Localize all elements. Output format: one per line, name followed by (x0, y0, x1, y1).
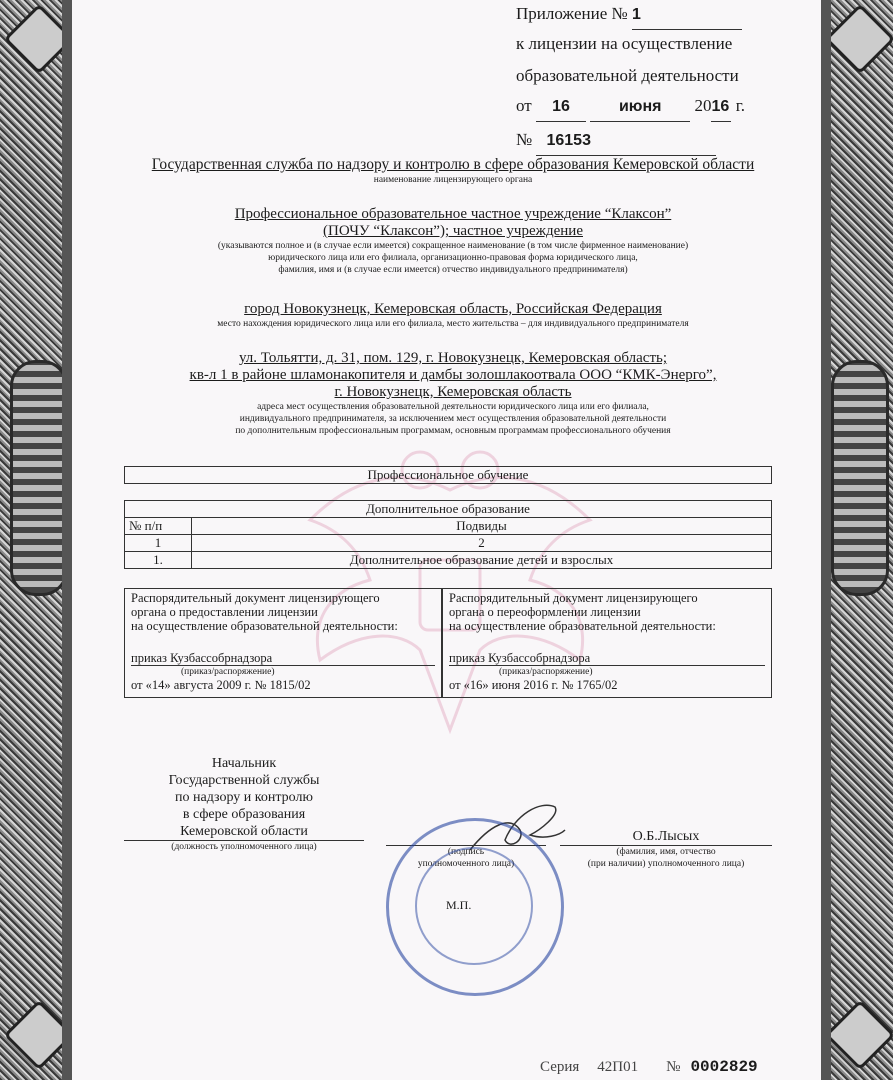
signature-caption-2: уполномоченного лица) (417, 859, 515, 869)
address-caption-3: по дополнительным профессиональным программам, основным программам профессионального обучения (235, 426, 671, 436)
knot-ornament-icon (825, 4, 893, 75)
table-row (125, 552, 772, 569)
grant-document-box (124, 588, 442, 698)
organization-full-name: Профессиональное образовательное частное учреждение “Клаксон” (234, 206, 672, 222)
name-caption-2: (при наличии) уполномоченного лица) (587, 859, 745, 869)
grant-title-2: органа о предоставлении лицензии (131, 605, 318, 619)
location-value: город Новокузнецк, Кемеровская область, Российская Федерация (244, 301, 662, 317)
serial-number: 0002829 (690, 1058, 758, 1076)
reissue-document-box (442, 588, 772, 698)
knot-ornament-icon (4, 1000, 75, 1071)
additional-education-table (124, 500, 772, 569)
reissue-order: приказ Кузбассобрнадзора (449, 651, 765, 666)
address-line-2: кв-л 1 в районе шламонакопителя и дамбы золошлакоотвала ООО “КМК-Энерго”, (189, 367, 717, 383)
from-label: от (516, 96, 532, 115)
professional-training-header: Профессиональное обучение (125, 467, 772, 484)
reissue-date: от «16» июня 2016 г. № 1765/02 (449, 678, 618, 692)
position-line-4: в сфере образования (182, 807, 306, 822)
signatory-position (124, 755, 364, 853)
column-subtypes-header: Подвиды (192, 518, 772, 535)
signatory-name: О.Б.Лысых (560, 828, 772, 846)
ornament-panel-left (10, 360, 68, 596)
row-number: 1. (125, 552, 192, 569)
year-prefix: 20 (694, 96, 712, 115)
grant-title-1: Распорядительный документ лицензирующего (131, 591, 380, 605)
position-line-1: Начальник (211, 756, 277, 771)
year-suffix: 16 (711, 93, 731, 122)
seal-inner-ring (415, 847, 533, 965)
signatory-name-block (560, 828, 772, 870)
reissue-title-2: органа о переоформлении лицензии (449, 605, 641, 619)
organization-short-name: (ПОЧУ “Клаксон”); частное учреждение (323, 223, 583, 239)
organization-caption-2: юридического лица или его филиала, организационно-правовая форма юридического лица, (268, 253, 638, 263)
license-line: к лицензии на осуществление (516, 34, 733, 53)
column-number-header: № п/п (125, 518, 192, 535)
position-line-5: Кемеровской области (124, 823, 364, 841)
signature-caption-1: (подпись (447, 847, 485, 857)
professional-training-table (124, 466, 772, 484)
address-line-3: г. Новокузнецк, Кемеровская область (334, 384, 572, 400)
position-line-2: Государственной службы (168, 773, 320, 788)
grant-order: приказ Кузбассобрнадзора (131, 651, 435, 666)
address-caption-2: индивидуального предпринимателя, за исключением мест осуществления образовательной деятельности (239, 414, 667, 424)
location-caption: место нахождения юридического лица или его филиала, место жительства – для индивидуального предпринимателя (217, 319, 689, 329)
address-caption-1: адреса мест осуществления образовательной деятельности юридического лица или его филиала, (257, 402, 649, 412)
activity-line: образовательной деятельности (516, 66, 739, 85)
column-index-1: 1 (125, 535, 192, 552)
number-label: № (516, 130, 533, 149)
seal-place-label: М.П. (446, 898, 472, 912)
column-index-2: 2 (192, 535, 772, 552)
decorative-border-left (0, 0, 72, 1080)
authority-caption: наименование лицензирующего органа (373, 175, 533, 185)
reissue-order-caption: (приказ/распоряжение) (499, 667, 593, 677)
address-line-1: ул. Тольятти, д. 31, пом. 129, г. Новокузнецк, Кемеровская область; (238, 350, 668, 366)
official-seal-stamp (386, 818, 564, 996)
row-subtype: Дополнительное образование детей и взрослых (192, 552, 772, 569)
year-unit: г. (735, 96, 746, 115)
authority-name: Государственная служба по надзору и контролю в сфере образования Кемеровской области (151, 156, 755, 173)
date-day: 16 (536, 93, 586, 122)
reissue-title-3: на осуществление образовательной деятельности: (449, 619, 716, 633)
grant-order-caption: (приказ/распоряжение) (181, 667, 275, 677)
organization-caption-3: фамилия, имя и (в случае если имеется) отчество индивидуального предпринимателя) (278, 265, 628, 275)
license-number: 16153 (536, 127, 716, 156)
form-serial (540, 1058, 758, 1076)
serial-number-label: № (666, 1059, 681, 1075)
organization-caption-1: (указываются полное и (в случае если имеется) сокращенное наименование (в том числе фирменное наименование) (217, 241, 689, 251)
position-line-3: по надзору и контролю (175, 790, 313, 805)
grant-date: от «14» августа 2009 г. № 1815/02 (131, 678, 311, 692)
reissue-title-1: Распорядительный документ лицензирующего (449, 591, 698, 605)
series-label: Серия (540, 1059, 580, 1075)
name-caption-1: (фамилия, имя, отчество (616, 847, 716, 857)
grant-title-3: на осуществление образовательной деятельности: (131, 619, 398, 633)
knot-ornament-icon (4, 4, 75, 75)
knot-ornament-icon (825, 1000, 893, 1071)
series-value: 42П01 (597, 1059, 639, 1075)
date-month: июня (590, 93, 690, 122)
appendix-label: Приложение № (516, 4, 628, 23)
additional-education-header: Дополнительное образование (125, 501, 772, 518)
decorative-border-right (821, 0, 893, 1080)
appendix-number: 1 (632, 1, 742, 30)
appendix-header (516, 0, 776, 156)
position-caption: (должность уполномоченного лица) (171, 842, 317, 852)
ornament-panel-right (831, 360, 889, 596)
